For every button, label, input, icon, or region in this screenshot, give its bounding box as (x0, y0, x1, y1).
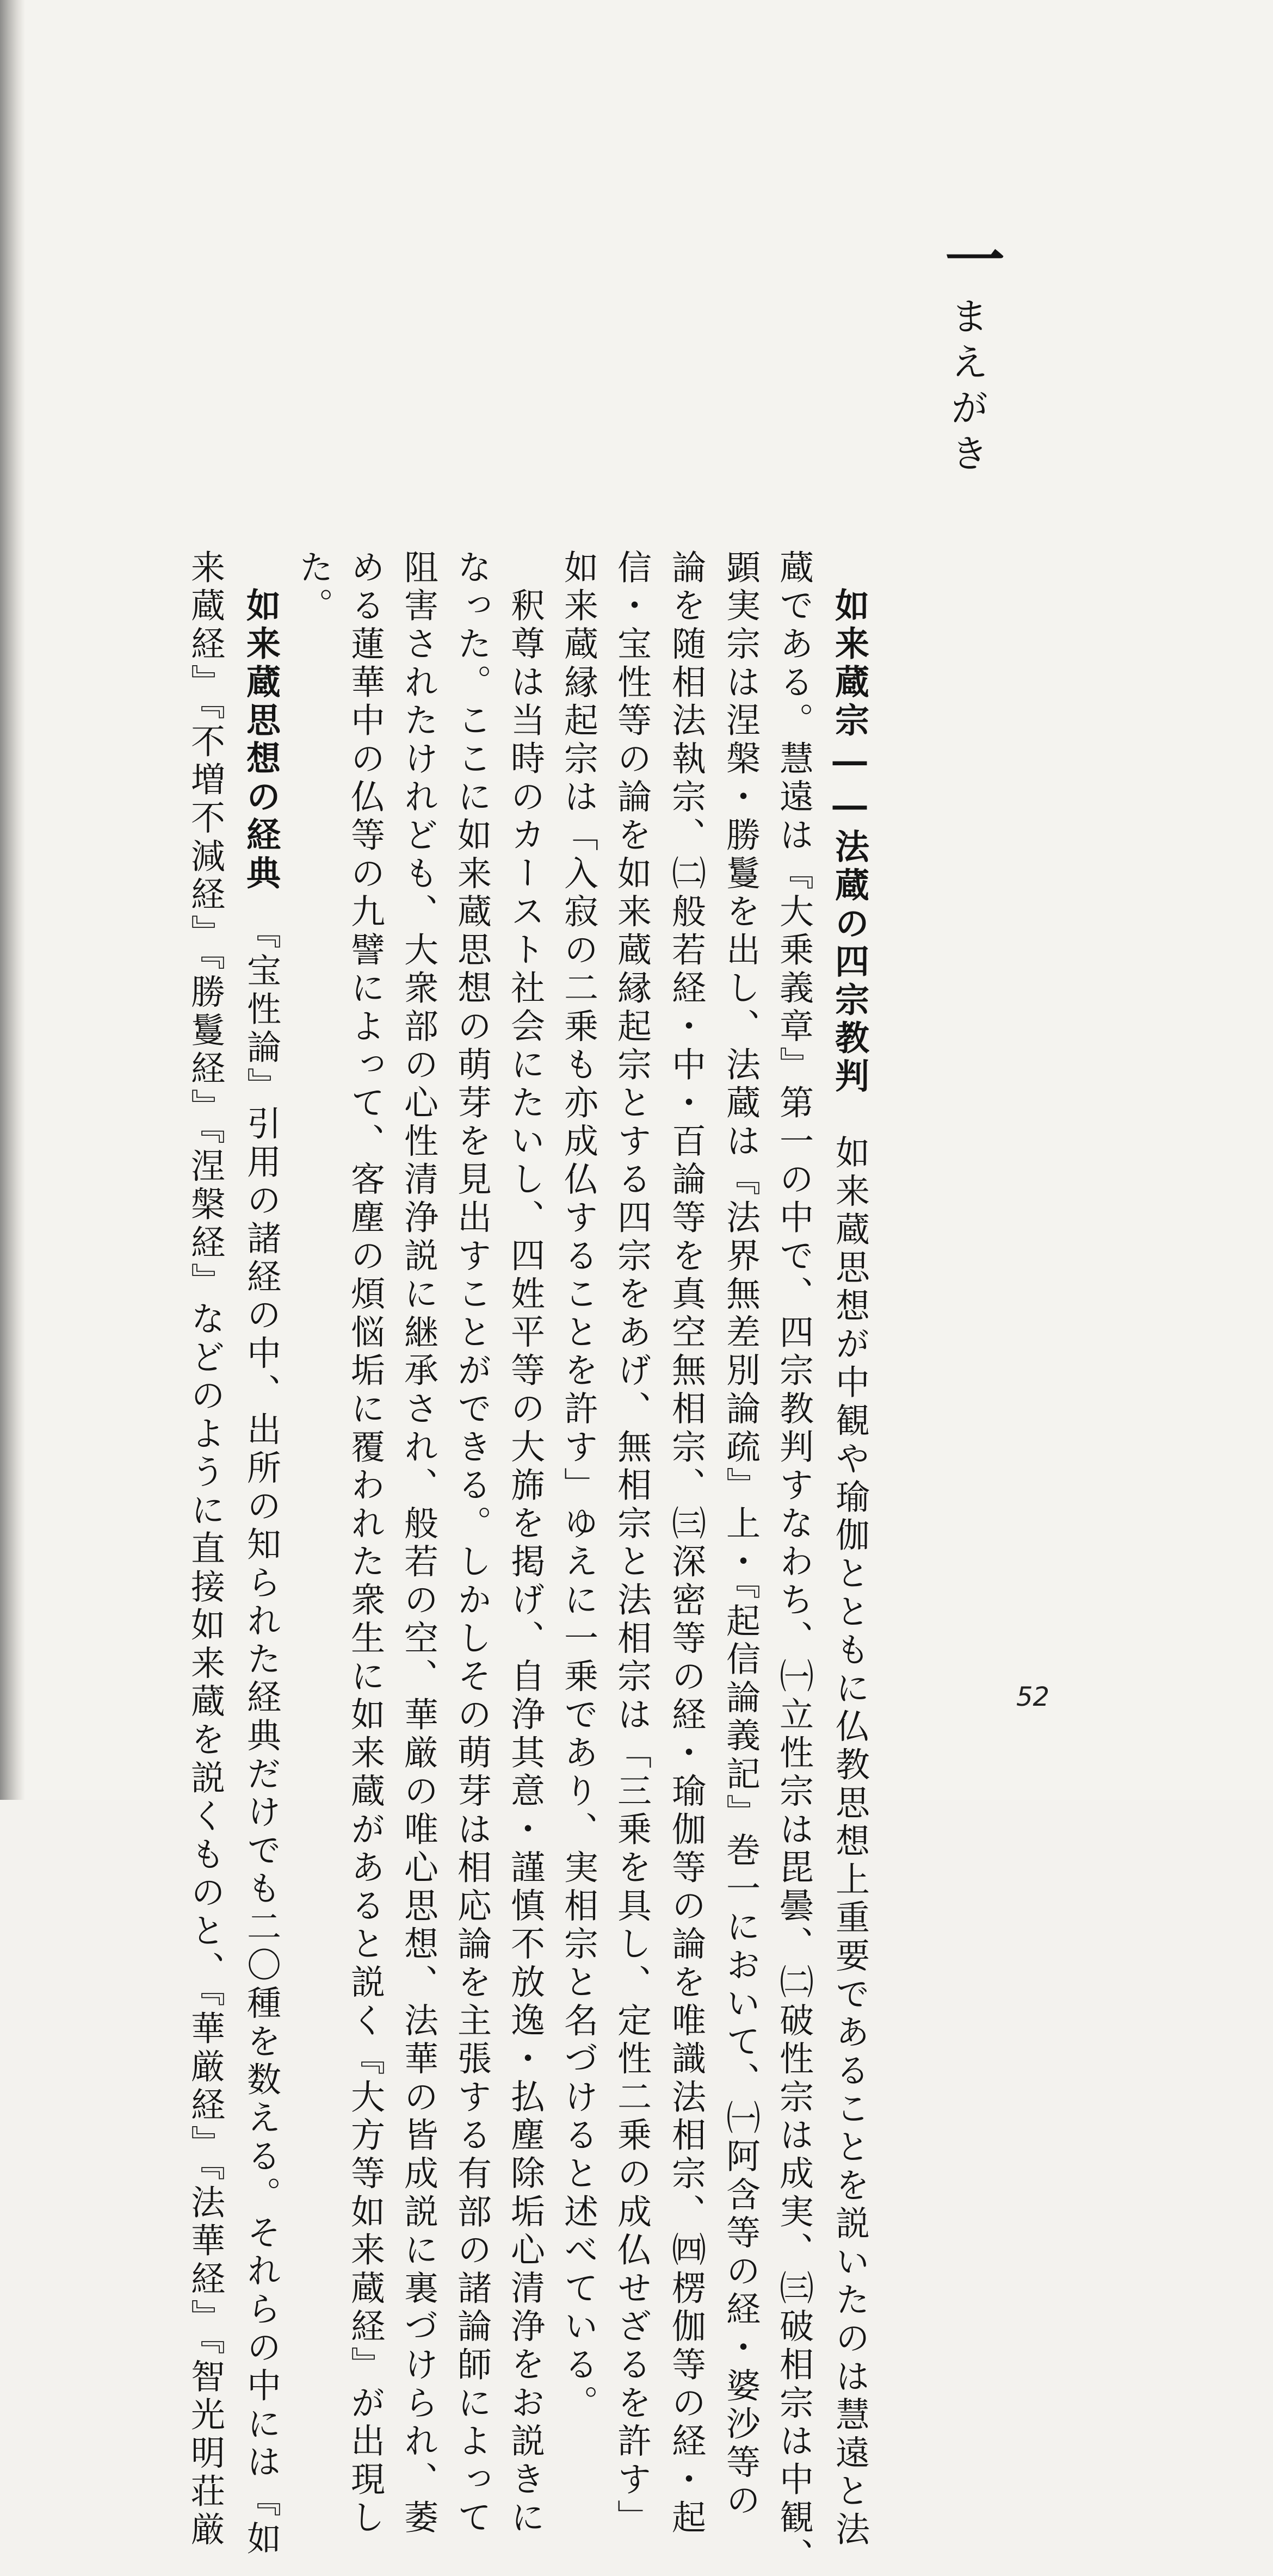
text-column: た。 (294, 549, 333, 626)
text-column: 信・宝性等の論を如来蔵縁起宗とする四宗をあげ、無相宗と法相宗は「三乗を具し、定性二乗の成仏せざるを許す」 (612, 549, 652, 2538)
chapter-title: まえがき (944, 296, 989, 479)
chapter-number: 一 (935, 228, 1005, 288)
section-heading: 如来蔵宗――法蔵の四宗教判 (830, 587, 870, 1097)
text-column: 蔵である。慧遠は『大乗義章』第一の中で、四宗教判すなわち、㈠立性宗は毘曇、㈡破性宗は成実、㈢破相宗は中観、 (774, 549, 814, 2576)
scan-shadow (0, 0, 25, 1800)
text-column: 阻害されたけれども、大衆部の心性清浄説に継承され、般若の空、華厳の唯心思想、法華の皆成説に裏づけられ、萎 (399, 549, 438, 2538)
section-heading: 如来蔵思想の経典 (241, 587, 281, 894)
text-column: 論を随相法執宗、㈡般若経・中・百論等を真空無相宗、㈢深密等の経・瑜伽等の論を唯識法相宗、㈣楞伽等の経・起 (666, 549, 706, 2538)
text-column: 如来蔵宗――法蔵の四宗教判 如来蔵思想が中観や瑜伽とともに仏教思想上重要であることを説いたのは慧遠と法 (830, 587, 870, 2550)
text-column: なった。ここに如来蔵思想の萌芽を見出すことができる。しかしその萌芽は相応論を主張する有部の諸論師によって (452, 549, 492, 2538)
page-number: 52 (1016, 1682, 1050, 1712)
text-column: 釈尊は当時のカースト社会にたいし、四姓平等の大旆を掲げ、自浄其意・謹慎不放逸・払塵除垢心清浄をお説きに (505, 587, 545, 2538)
text-column: 来蔵経』『不増不減経』『勝鬘経』『涅槃経』などのように直接如来蔵を説くものと、『華厳経』『法華経』『智光明荘厳 (186, 549, 225, 2550)
text-column: める蓮華中の仏等の九譬によって、客塵の煩悩垢に覆われた衆生に如来蔵があると説く『大方等如来蔵経』が出現し (345, 549, 385, 2538)
text-column: 顕実宗は涅槃・勝鬘を出し、法蔵は『法界無差別論疏』上・『起信論義記』巻一において、㈠阿含等の経・婆沙等の (721, 549, 761, 2521)
text-column: 如来蔵思想の経典 『宝性論』引用の諸経の中、出所の知られた経典だけでも二〇種を数える。それらの中には『如 (241, 587, 281, 2559)
text-column: 如来蔵縁起宗は「入寂の二乗も亦成仏することを許す」ゆえに一乗であり、実相宗と名づけると述べている。 (559, 549, 598, 2423)
